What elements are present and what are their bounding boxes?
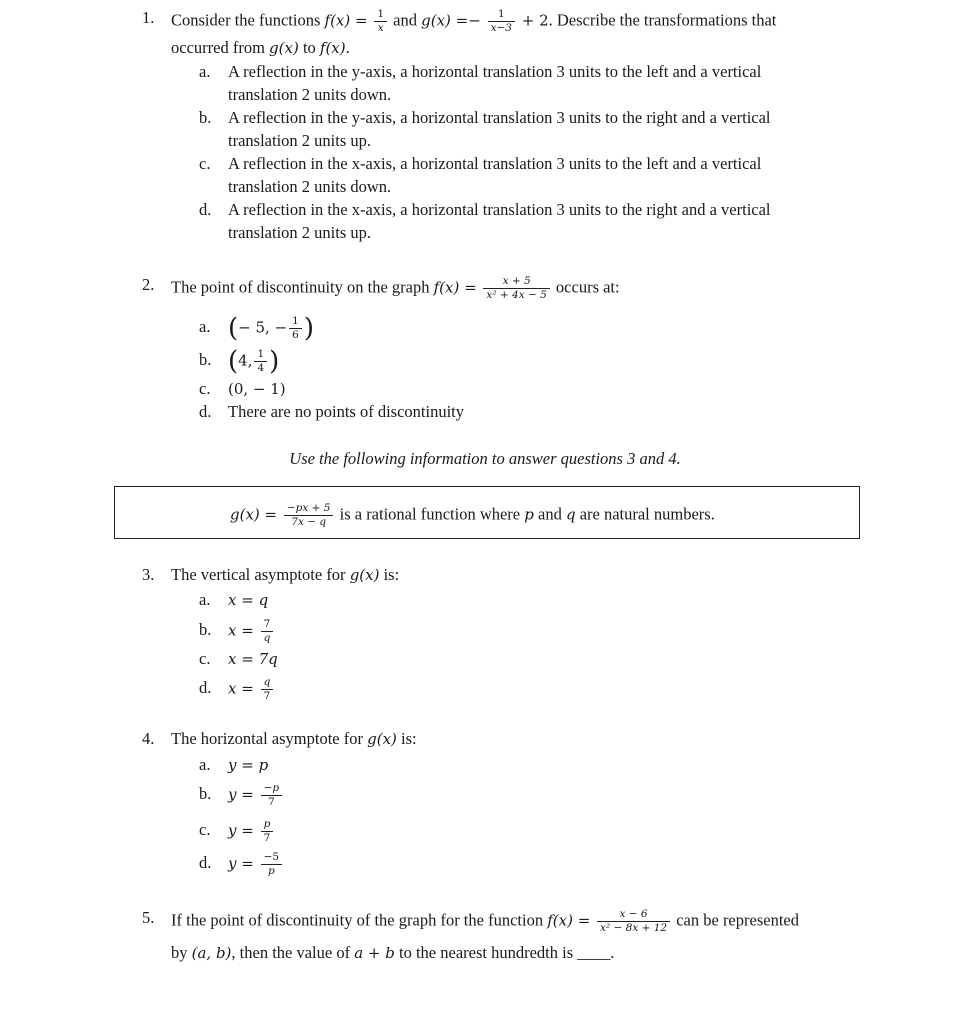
q2-option-b[interactable]: b. (4, $\frac{1}{4}$ ) (199, 346, 280, 377)
option-text-cont: translation 2 units up. (228, 131, 371, 150)
option-math: y = (228, 854, 259, 873)
q3-option-b[interactable] (199, 618, 275, 645)
numerator: q (261, 676, 274, 690)
denominator: 7 (263, 832, 271, 844)
option-text: A reflection in the y-axis, a horizontal translation 3 units to the right and a vertical (228, 108, 771, 127)
box-text: are natural numbers. (575, 504, 715, 524)
q3-option-a[interactable] (199, 590, 268, 610)
q2-stem (171, 275, 620, 302)
option-fraction (289, 315, 302, 342)
q3-stem (171, 565, 399, 585)
numerator: −p (261, 782, 283, 796)
q1-f: f(x) = (324, 11, 373, 30)
option-letter: a. (199, 62, 211, 81)
option-letter: d. (199, 402, 212, 421)
option-letter: c. (199, 154, 211, 173)
option-letter: d. (199, 853, 212, 873)
q3-text: is: (379, 565, 400, 584)
option-math: y = (228, 821, 259, 840)
numerator: x − 6 (597, 908, 670, 922)
info-box (114, 486, 860, 539)
q1-fx: f(x) (319, 39, 346, 57)
q1-number: 1. (142, 8, 155, 27)
option-letter: d. (199, 678, 212, 698)
numerator: −px + 5 (284, 502, 334, 516)
denominator: x² + 4x − 5 (486, 289, 547, 301)
q5-text: If the point of discontinuity of the graph for the function (171, 910, 548, 930)
option-letter: a. (199, 317, 211, 337)
numerator: 7 (261, 618, 274, 632)
q1-stem (171, 8, 776, 35)
q1-text: . (345, 38, 350, 57)
numerator: 1 (289, 315, 302, 329)
q1-stem-cont (171, 38, 350, 58)
option-letter: b. (199, 620, 212, 640)
box-q: q (565, 505, 576, 524)
box-text: and (533, 504, 566, 524)
option-math: 4, (238, 351, 253, 370)
q2-text: occurs at: (551, 277, 620, 297)
q2-option-c[interactable] (199, 379, 286, 399)
option-letter: b. (199, 108, 212, 127)
q1-option-d[interactable] (199, 200, 771, 220)
denominator: q (263, 632, 271, 644)
q1-text: to (298, 38, 320, 57)
option-letter: b. (199, 784, 212, 804)
option-letter: b. (199, 350, 212, 370)
q1-text: Consider the functions (171, 10, 325, 30)
q4-option-c[interactable] (199, 818, 275, 845)
q5-point: (a, b) (191, 944, 232, 962)
q5-stem (171, 908, 799, 935)
q5-f: f(x) = (547, 911, 596, 930)
option-fraction (261, 782, 283, 809)
denominator: x (377, 22, 384, 34)
q5-number: 5. (142, 908, 155, 927)
option-math: x = (228, 621, 259, 640)
q1-f-fraction (374, 8, 387, 35)
box-g: g(x) = (230, 505, 282, 524)
q5-sum: a + b (354, 944, 395, 962)
q4-option-b[interactable] (199, 782, 284, 809)
numerator: 1 (254, 348, 267, 362)
option-text: A reflection in the x-axis, a horizontal translation 3 units to the right and a vertical (228, 200, 771, 219)
option-math: − 5, − (238, 318, 288, 337)
q5-fraction (597, 908, 670, 935)
q3-text: The vertical asymptote for (171, 565, 350, 584)
q5-text: by (171, 943, 192, 962)
q2-option-a[interactable]: a. (− 5, − $\frac{1}{6}$ ) (199, 313, 314, 344)
option-letter: c. (199, 649, 211, 668)
instructions-note: Use the following information to answer questions 3 and 4. (289, 449, 681, 468)
option-fraction (254, 348, 267, 375)
q3-option-d[interactable] (199, 676, 275, 703)
numerator: 1 (374, 8, 387, 22)
q5-text: can be represented (672, 910, 799, 930)
q1-g-tail: + 2 (516, 11, 549, 30)
denominator: 7 (268, 796, 275, 808)
option-math: x = (228, 679, 259, 698)
q1-option-c[interactable] (199, 154, 761, 174)
q4-option-d[interactable] (199, 851, 284, 878)
option-letter: c. (199, 820, 211, 840)
q4-option-a[interactable] (199, 755, 268, 775)
q3-gx: g(x) (349, 566, 380, 584)
q1-text: occurred from (171, 38, 270, 57)
q2-option-d[interactable] (199, 402, 464, 422)
option-letter: a. (199, 590, 211, 609)
option-letter: d. (199, 200, 212, 219)
q3-number: 3. (142, 565, 155, 584)
q1-g: g(x) =− (421, 11, 486, 30)
denominator: 6 (292, 329, 299, 341)
numerator: p (261, 818, 274, 832)
q5-stem-cont (171, 943, 614, 963)
option-fraction (261, 818, 274, 845)
option-fraction (261, 676, 274, 703)
option-text-cont: translation 2 units down. (228, 177, 392, 196)
box-p: p (524, 505, 534, 524)
denominator: p (267, 865, 275, 877)
option-text-cont: translation 2 units up. (228, 223, 371, 242)
denominator: x−3 (490, 22, 512, 34)
q2-text: The point of discontinuity on the graph (171, 277, 434, 297)
q4-stem (171, 729, 417, 749)
option-fraction (261, 851, 282, 878)
option-text-cont: translation 2 units down. (228, 85, 392, 104)
option-fraction (261, 618, 274, 645)
q2-fraction (483, 275, 549, 302)
q4-gx: g(x) (367, 730, 397, 748)
info-text (230, 502, 715, 529)
denominator: 7 (263, 690, 271, 702)
q4-text: is: (396, 729, 417, 748)
option-letter: c. (199, 379, 211, 398)
numerator: 1 (488, 8, 515, 22)
denominator: 4 (257, 362, 265, 374)
denominator: 7x − q (291, 516, 327, 528)
option-math: x = q (228, 591, 269, 609)
numerator: −5 (261, 851, 282, 865)
q2-f: f(x) = (433, 278, 482, 297)
option-text: A reflection in the y-axis, a horizontal translation 3 units to the left and a vertical (228, 62, 762, 81)
option-letter: a. (199, 755, 211, 774)
q1-option-b[interactable] (199, 108, 771, 128)
q1-gx: g(x) (269, 39, 299, 57)
option-math: y = p (228, 756, 269, 774)
q1-g-fraction (488, 8, 515, 35)
box-fraction (284, 502, 334, 529)
q4-text: The horizontal asymptote for (171, 729, 368, 748)
box-text: is a rational function where (335, 504, 525, 524)
denominator: x² − 8x + 12 (600, 922, 668, 934)
q1-option-a[interactable] (199, 62, 761, 82)
q1-text: . Describe the transformations that (548, 10, 777, 30)
option-math: (0, − 1) (228, 380, 286, 398)
q5-text: , then the value of (231, 943, 355, 962)
q4-number: 4. (142, 729, 155, 748)
option-text: A reflection in the x-axis, a horizontal translation 3 units to the left and a vertical (228, 154, 762, 173)
numerator: x + 5 (483, 275, 549, 289)
q2-number: 2. (142, 275, 155, 294)
q5-answer-blank: to the nearest hundredth is ____. (394, 943, 615, 962)
q1-text: and (389, 10, 422, 30)
option-math: y = (228, 785, 259, 804)
option-math: x = 7q (228, 650, 278, 668)
q3-option-c[interactable] (199, 649, 278, 669)
option-text: There are no points of discontinuity (228, 402, 464, 421)
